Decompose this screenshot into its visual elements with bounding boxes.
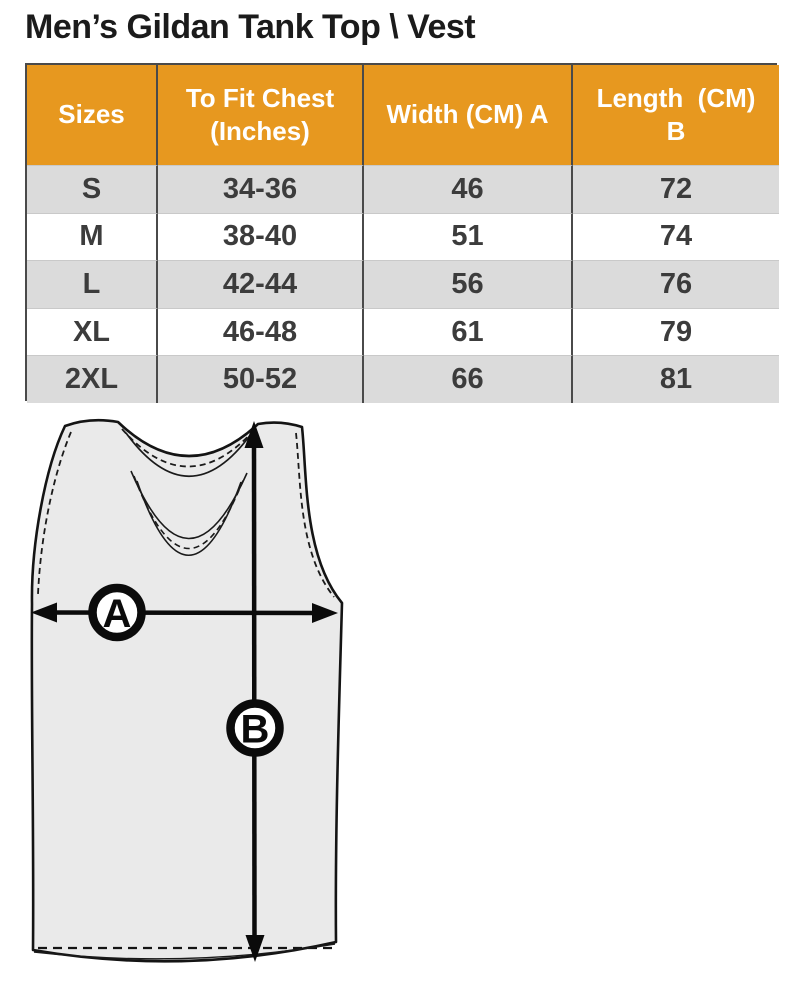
- size-table: [25, 63, 777, 401]
- header-line: Length (CM): [596, 82, 756, 113]
- col-header-sizes: [27, 65, 158, 165]
- cell-width-s: 46: [364, 165, 573, 213]
- cell-size-2xl: 2XL: [27, 355, 158, 403]
- header-line: To Fit Chest: [185, 82, 335, 113]
- cell-width-l: 56: [364, 260, 573, 308]
- cell-chest-xl: 46-48: [158, 308, 364, 356]
- cell-chest-s: 34-36: [158, 165, 364, 213]
- header-line: Sizes: [58, 99, 125, 130]
- cell-length-l: 76: [573, 260, 779, 308]
- cell-size-xl: XL: [27, 308, 158, 356]
- header-line: (Inches): [210, 116, 310, 146]
- cell-chest-l: 42-44: [158, 260, 364, 308]
- length-arrow-line: [254, 442, 255, 940]
- page-title: Men’s Gildan Tank Top \ Vest: [25, 8, 476, 46]
- cell-width-2xl: 66: [364, 355, 573, 403]
- cell-chest-2xl: 50-52: [158, 355, 364, 403]
- cell-size-s: S: [27, 165, 158, 213]
- cell-length-s: 72: [573, 165, 779, 213]
- tank-outline: [32, 420, 342, 961]
- cell-width-m: 51: [364, 213, 573, 261]
- header-line: Width (CM) A: [386, 99, 549, 130]
- length-label: B: [240, 707, 270, 752]
- col-header-length: [573, 65, 779, 165]
- col-header-width: [364, 65, 573, 165]
- tank-top-diagram: [0, 405, 380, 985]
- cell-length-2xl: 81: [573, 355, 779, 403]
- cell-chest-m: 38-40: [158, 213, 364, 261]
- cell-length-m: 74: [573, 213, 779, 261]
- cell-size-l: L: [27, 260, 158, 308]
- cell-size-m: M: [27, 213, 158, 261]
- cell-width-xl: 61: [364, 308, 573, 356]
- width-label: A: [102, 592, 132, 636]
- col-header-chest: [158, 65, 364, 165]
- cell-length-xl: 79: [573, 308, 779, 356]
- header-line: B: [666, 116, 686, 146]
